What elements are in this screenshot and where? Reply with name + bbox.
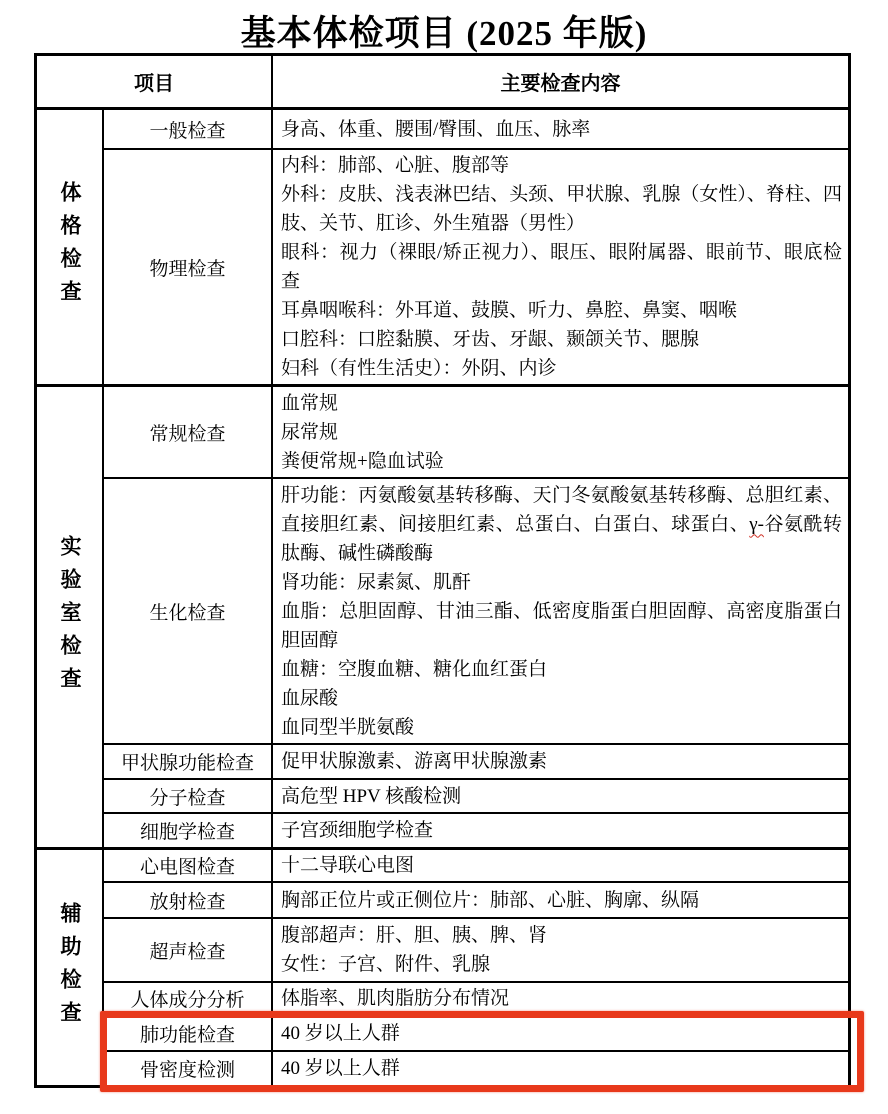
table-row: [104, 387, 848, 477]
category-cell: [37, 110, 104, 384]
content-line: 妇科（有性生活史）：外阴、内诊: [281, 358, 557, 379]
row-content: [273, 983, 848, 1014]
row-label: 肺功能检查: [104, 1016, 273, 1050]
row-label: 超声检查: [104, 919, 273, 981]
content-line: 粪便常规+隐血试验: [281, 450, 444, 472]
header-content-column: 主要检查内容: [500, 73, 621, 95]
row-label: 人体成分分析: [104, 983, 273, 1014]
content-line: 身高、体重、腰围/臀围、血压、脉率: [281, 118, 591, 140]
category-cell: [37, 850, 104, 1085]
row-content: [273, 479, 848, 743]
gamma-spellcheck-squiggle: γ-: [749, 513, 764, 535]
category-label: 实验室检查: [58, 534, 82, 700]
row-content: [273, 883, 848, 917]
table-row: [104, 148, 848, 384]
row-content: [273, 745, 848, 778]
table-row: [104, 812, 848, 847]
content-line: 尿常规: [281, 421, 339, 443]
row-content: [273, 150, 848, 384]
content-line: 肾功能：尿素氮、肌酐: [281, 571, 472, 593]
liver-text-suffix: 谷氨酰转肽酶、碱性磷酸酶: [281, 513, 842, 564]
page-title: 基本体检项目 (2025 年版): [240, 14, 648, 53]
table-row: [104, 850, 848, 881]
table-row: [104, 477, 848, 743]
row-content: [273, 1016, 848, 1050]
section-laboratory-exam: [37, 384, 848, 847]
row-content: [273, 814, 848, 847]
row-label: 细胞学检查: [104, 814, 273, 847]
content-line: 子宫颈细胞学检查: [281, 820, 434, 841]
content-line: 女性：子宫、附件、乳腺: [281, 954, 491, 975]
content-line-liver-function: [281, 481, 842, 568]
row-label: 生化检查: [104, 479, 273, 743]
table-row: [104, 881, 848, 917]
section-physical-exam: [37, 110, 848, 384]
content-line: 高危型 HPV 核酸检测: [281, 785, 462, 807]
category-label: 体格检查: [58, 181, 82, 313]
table-row: [104, 917, 848, 981]
exam-items-table: [34, 53, 851, 1088]
content-line: 血同型半胱氨酸: [281, 716, 415, 738]
content-line: 胸部正位片或正侧位片：肺部、心脏、胸廓、纵隔: [281, 889, 700, 911]
content-line: 促甲状腺激素、游离甲状腺激素: [281, 751, 548, 772]
content-line: 耳鼻咽喉科：外耳道、鼓膜、听力、鼻腔、鼻窦、咽喉: [281, 300, 738, 321]
content-line: 内科：肺部、心脏、腹部等: [281, 155, 510, 176]
content-line: 眼科：视力（裸眼/矫正视力）、眼压、眼附属器、眼前节、眼底检查: [281, 242, 842, 292]
table-header-row: [37, 56, 848, 110]
section-rows: [104, 850, 848, 1085]
row-label: 物理检查: [104, 150, 273, 384]
content-line: 血糖：空腹血糖、糖化血红蛋白: [281, 658, 548, 680]
table-row: [104, 778, 848, 812]
content-line: 口腔科：口腔黏膜、牙齿、牙龈、颞颌关节、腮腺: [281, 329, 700, 350]
content-line: 血常规: [281, 392, 339, 414]
section-rows: [104, 110, 848, 384]
row-content: [273, 850, 848, 881]
row-content: [273, 919, 848, 981]
row-label: 放射检查: [104, 883, 273, 917]
category-cell: [37, 387, 104, 847]
table-row: [104, 743, 848, 778]
category-label: 辅助检查: [58, 901, 82, 1034]
row-content: [273, 387, 848, 477]
header-item-column: 项目: [37, 56, 273, 107]
table-row-highlighted: [104, 1014, 848, 1050]
row-label: 一般检查: [104, 110, 273, 148]
row-label: 分子检查: [104, 780, 273, 812]
table-row-highlighted: [104, 1050, 848, 1085]
row-content: [273, 110, 848, 148]
content-line: 体脂率、肌肉脂肪分布情况: [281, 988, 510, 1009]
table-row: [104, 981, 848, 1014]
content-line: 腹部超声：肝、胆、胰、脾、肾: [281, 925, 548, 946]
row-label: 甲状腺功能检查: [104, 745, 273, 778]
content-line: 外科：皮肤、浅表淋巴结、头颈、甲状腺、乳腺（女性）、脊柱、四肢、关节、肛诊、外生殖器（男性）: [281, 184, 842, 234]
content-line: 血脂：总胆固醇、甘油三酯、低密度脂蛋白胆固醇、高密度脂蛋白胆固醇: [281, 600, 842, 651]
row-label: 骨密度检测: [104, 1052, 273, 1085]
row-content: [273, 1052, 848, 1085]
table-row: [104, 110, 848, 148]
row-content: [273, 780, 848, 812]
content-line: 40 岁以上人群: [281, 1058, 400, 1079]
section-auxiliary-exam: [37, 847, 848, 1085]
liver-text-prefix: 肝功能：丙氨酸氨基转移酶、天门冬氨酸氨基转移酶、总胆红素、直接胆红素、间接胆红素、总蛋白、白蛋白、球蛋白、: [281, 484, 842, 535]
content-line: 40 岁以上人群: [281, 1022, 400, 1044]
section-rows: [104, 387, 848, 847]
content-line: 十二导联心电图: [281, 855, 415, 876]
row-label: 心电图检查: [104, 850, 273, 881]
content-line: 血尿酸: [281, 687, 339, 709]
row-label: 常规检查: [104, 387, 273, 477]
